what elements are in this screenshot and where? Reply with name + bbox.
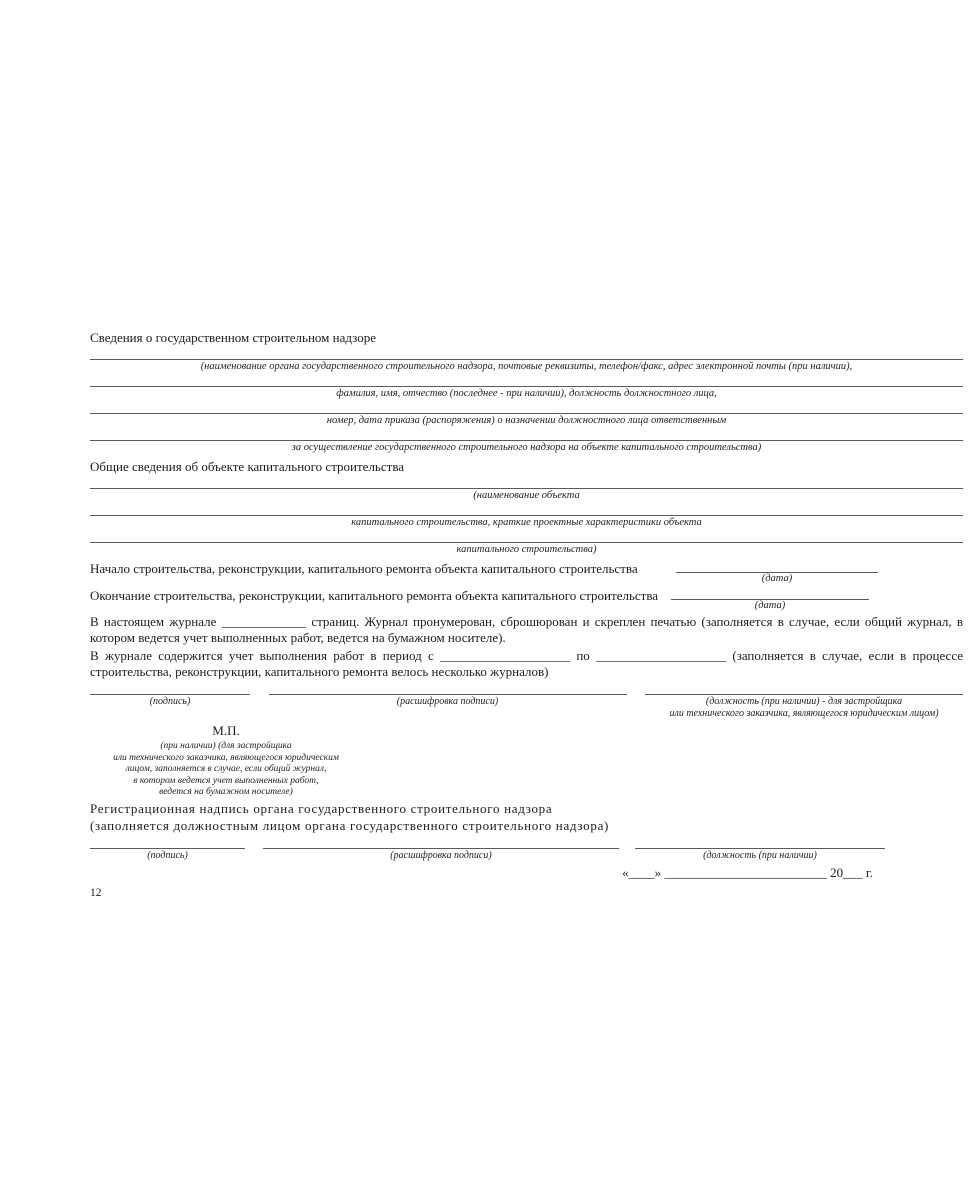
stamp-note-line: или технического заказчика, являющегося юридическим [113,752,339,763]
journal-pages-text-after: страниц. Журнал пронумерован, сброшюрован и скреплен печатью (заполняется в случае, если общий журнал, в котором ведется учет выполненных работ, ведется на бумажном носителе). [90,614,963,645]
year-blank: 20___ г. [830,865,873,880]
stamp-note-line: лицом, заполняется в случае, если общий журнал, [125,764,327,774]
fill-line-caption: (наименование объекта [473,490,580,501]
construction-end-label: Окончание строительства, реконструкции, капитального ремонта объекта капитального строительства [90,588,659,603]
position-caption [645,695,963,719]
fill-line-caption: (наименование органа государственного строительного надзора, почтовые реквизиты, телефон/факс, адрес электронной почты (при наличии), [200,361,853,372]
builder-signature-row [90,689,963,719]
stamp-note-line: в котором ведется учет выполненных работ, [133,775,319,786]
name-caption: (расшифровка подписи) [390,849,492,861]
supervisor-signature-row [90,843,963,862]
supervisor-name-col [263,843,619,862]
stamp-note-line: ведется на бумажном носителе) [159,787,293,797]
fill-line-object-2 [90,507,963,516]
period-to-blank: ____________________ [596,648,727,663]
fill-line-caption: капитального строительства) [456,544,597,555]
period-from-blank: ____________________ [440,648,571,663]
position-caption-line1: (должность (при наличии) - для застройщика [705,696,903,707]
object-section-title: Общие сведения об объекте капитального строительства [90,459,405,474]
day-quoted-blank: «____» [622,865,662,880]
journal-period-text-after: (заполняется в случае, если в процессе строительства, реконструкции, капитального ремонта велось несколько журналов) [90,648,964,679]
fill-line-caption: капитального строительства, краткие проектные характеристики объекта [351,517,702,528]
date-caption: (дата) [761,573,793,584]
journal-period-text-before: В журнале содержится учет выполнения работ в период с [90,648,434,663]
fill-line-supervision-3 [90,405,963,414]
journal-pages-paragraph [90,614,963,646]
page-number: 12 [90,887,102,899]
journal-period-paragraph [90,648,963,680]
stamp-label: М.П. [212,723,240,738]
fill-line-object-3 [90,534,963,543]
name-caption: (расшифровка подписи) [396,696,499,707]
position-caption: (должность (при наличии) [703,849,817,861]
page-content [90,330,963,900]
start-date-blank [676,561,878,573]
position-caption-line2: или технического заказчика, являющегося юридическим лицом) [669,707,939,719]
month-blank: _________________________ [664,865,827,880]
stamp-note-line: (при наличии) (для застройщика [160,741,292,751]
fill-line-supervision-2 [90,378,963,387]
builder-position-col [645,689,963,719]
registration-date-row [90,864,963,881]
construction-start-row [90,561,963,585]
fill-line-caption: фамилия, имя, отчество (последнее - при наличии), должность должностного лица, [336,388,717,399]
builder-signature-col [90,689,250,719]
supervisor-position-col [635,843,885,862]
supervisor-signature-col [90,843,245,862]
construction-end-field [671,588,869,612]
registration-subtitle: (заполняется должностным лицом органа государственного строительного надзора) [90,818,610,833]
fill-line-caption: за осуществление государственного строительного надзора на объекте капитального строительства) [291,442,762,453]
construction-start-label: Начало строительства, реконструкции, капитального ремонта объекта капитального строительства [90,561,638,576]
stamp-block [90,723,362,799]
registration-title: Регистрационная надпись органа государственного строительного надзора [90,800,553,816]
journal-period-text-middle: по [576,648,590,663]
construction-start-field [676,561,878,585]
journal-pages-text-before: В настоящем журнале [90,614,217,629]
construction-end-row [90,588,963,612]
signature-caption: (подпись) [149,696,191,707]
builder-name-col [269,689,627,719]
fill-line-object-1 [90,480,963,489]
signature-caption: (подпись) [147,849,188,861]
fill-line-supervision-1 [90,351,963,360]
fill-line-caption: номер, дата приказа (распоряжения) о назначении должностного лица ответственным [326,415,727,426]
fill-line-supervision-4 [90,432,963,441]
supervision-section-title: Сведения о государственном строительном надзоре [90,330,376,345]
pages-count-blank: _____________ [221,614,307,629]
end-date-blank [671,588,869,600]
date-caption: (дата) [754,600,786,611]
